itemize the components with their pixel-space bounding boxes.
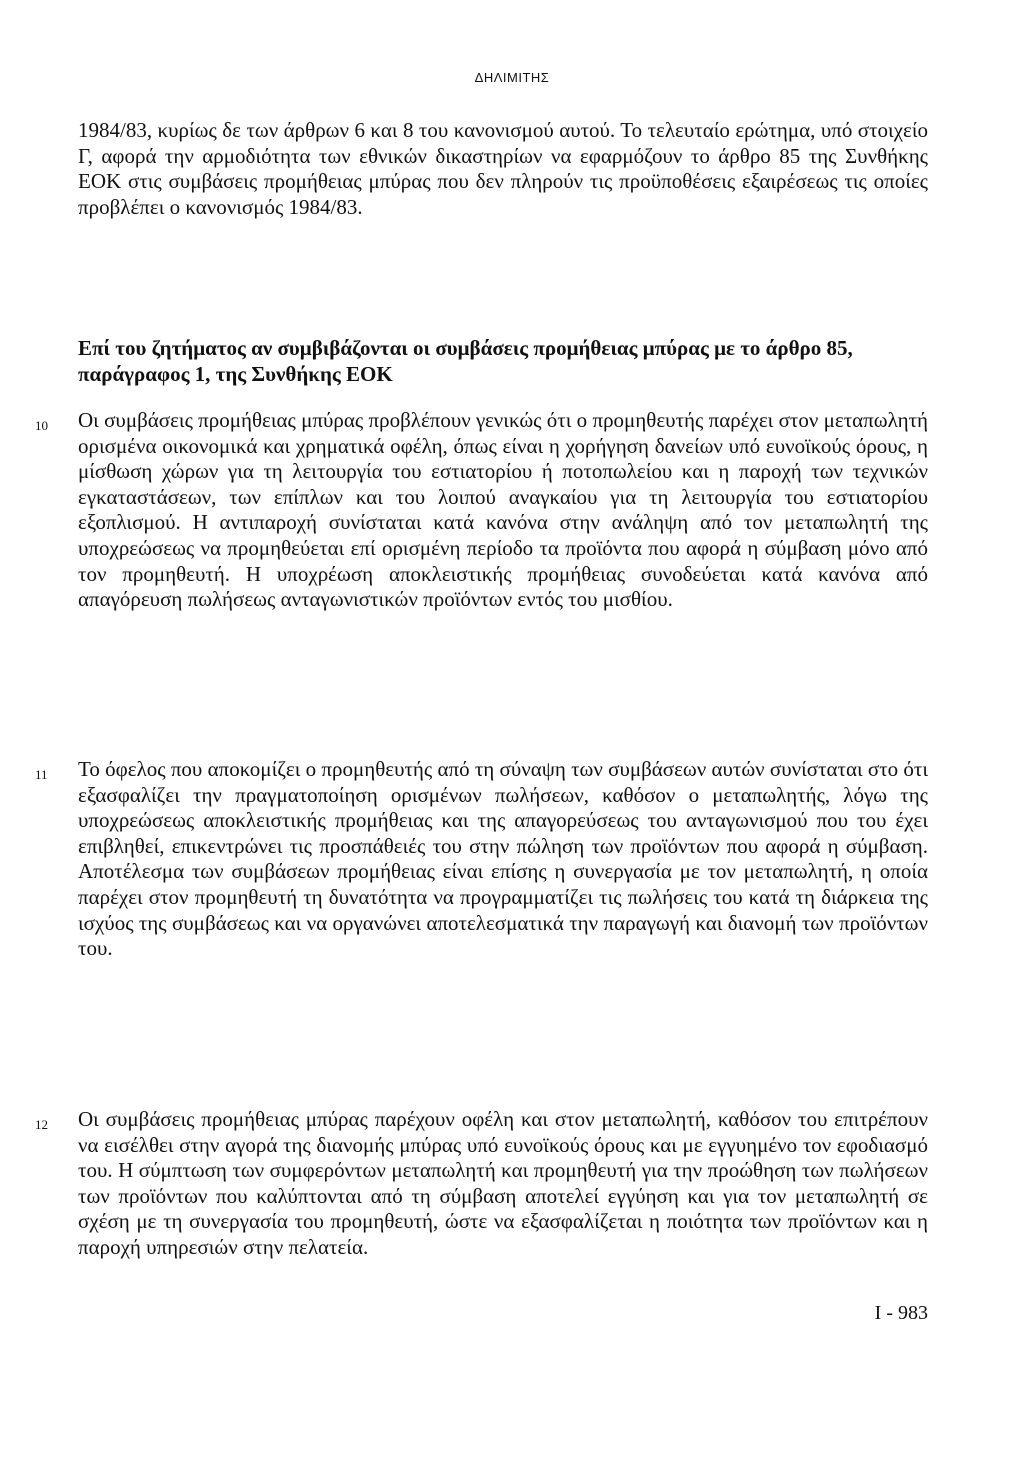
paragraph-number: 12 — [35, 1117, 48, 1132]
paragraph-11-text: Το όφελος που αποκομίζει ο προμηθευτής από τη σύναψη των συμβάσεων αυτών συνίσταται στο ότι εξασφαλίζει την πραγματοποίηση ορισμένων πωλήσεων, καθόσον ο μεταπωλητής, λόγω της υποχρεώσεως αποκλειστικής προμήθειας και της απαγορεύσεως του ανταγωνισμού που του έχει επιβληθεί, επικεντρώνει τις προσπάθειές του στην πώληση των προϊόντων που αφορά η σύμβαση. Αποτέλεσμα των συμβάσεων προμήθειας είναι επίσης η συνεργασία με τον μεταπωλητή, η οποία παρέχει στον προμηθευτή τη δυνατότητα να προγραμματίζει τις πωλήσεις του κατά τη διάρκεια της ισχύος της συμβάσεως και να οργανώνει αποτελεσματικά την παραγωγή και διανομή των προϊόντων του. — [78, 757, 928, 961]
page-number: I - 983 — [874, 1302, 928, 1324]
running-title: ΔΗΛΙΜΙΤΗΣ — [474, 70, 550, 85]
paragraph-12-text: Οι συμβάσεις προμήθειας μπύρας παρέχουν οφέλη και στον μεταπωλητή, καθόσον του επιτρέπουν να εισέλθει στην αγορά της διανομής μπύρας υπό ευνοϊκούς όρους και με εγγυημένο τον εφοδιασμό του. Η σύμπτωση των συμφερόντων μεταπωλητή και προμηθευτή για την προώθηση των πωλήσεων των προϊόντων που καλύπτονται από τη σύμβαση αποτελεί εγγύηση και για τον μεταπωλητή σε σχέση με τη συνεργασία του προμηθευτή, ώστε να εξασφαλίζεται η ποιότητα των προϊόντων και η παροχή υπηρεσιών στην πελατεία. — [78, 1107, 928, 1259]
paragraph-number: 10 — [35, 418, 48, 433]
paragraph-number: 11 — [35, 767, 48, 782]
section-heading: Επί του ζητήματος αν συμβιβάζονται οι συμβάσεις προμήθειας μπύρας με το άρθρο 85, παράγραφος 1, της Συνθήκης ΕΟΚ — [78, 336, 853, 386]
intro-paragraph: 1984/83, κυρίως δε των άρθρων 6 και 8 του κανονισμού αυτού. Το τελευταίο ερώτημα, υπό στοιχείο Γ, αφορά την αρμοδιότητα των εθνικών δικαστηρίων να εφαρμόζουν το άρθρο 85 της Συνθήκης ΕΟΚ στις συμβάσεις προμήθειας μπύρας που δεν πληρούν τις προϋποθέσεις εξαιρέσεως τις οποίες προβλέπει ο κανονισμός 1984/83. — [78, 118, 928, 219]
paragraph-10-text: Οι συμβάσεις προμήθειας μπύρας προβλέπουν γενικώς ότι ο προμηθευτής παρέχει στον μεταπωλητή ορισμένα οικονομικά και χρηματικά οφέλη, όπως είναι η χορήγηση δανείων υπό ευνοϊκούς όρους, η μίσθωση χώρων για τη λειτουργία του εστιατορίου ή ποτοπωλείου και η παροχή των τεχνικών εγκαταστάσεων, των επίπλων και του λοιπού αναγκαίου για τη λειτουργία του εστιατορίου εξοπλισμού. Η αντιπαροχή συνίσταται κατά κανόνα στην ανάληψη από τον μεταπωλητή της υποχρεώσεως να προμηθεύεται επί ορισμένη περίοδο τα προϊόντα που αφορά η σύμβαση μόνο από τον προμηθευτή. Η υποχρέωση αποκλειστικής προμήθειας συνοδεύεται κατά κανόνα από απαγόρευση πωλήσεως ανταγωνιστικών προϊόντων εντός του μισθίου. — [78, 408, 928, 612]
